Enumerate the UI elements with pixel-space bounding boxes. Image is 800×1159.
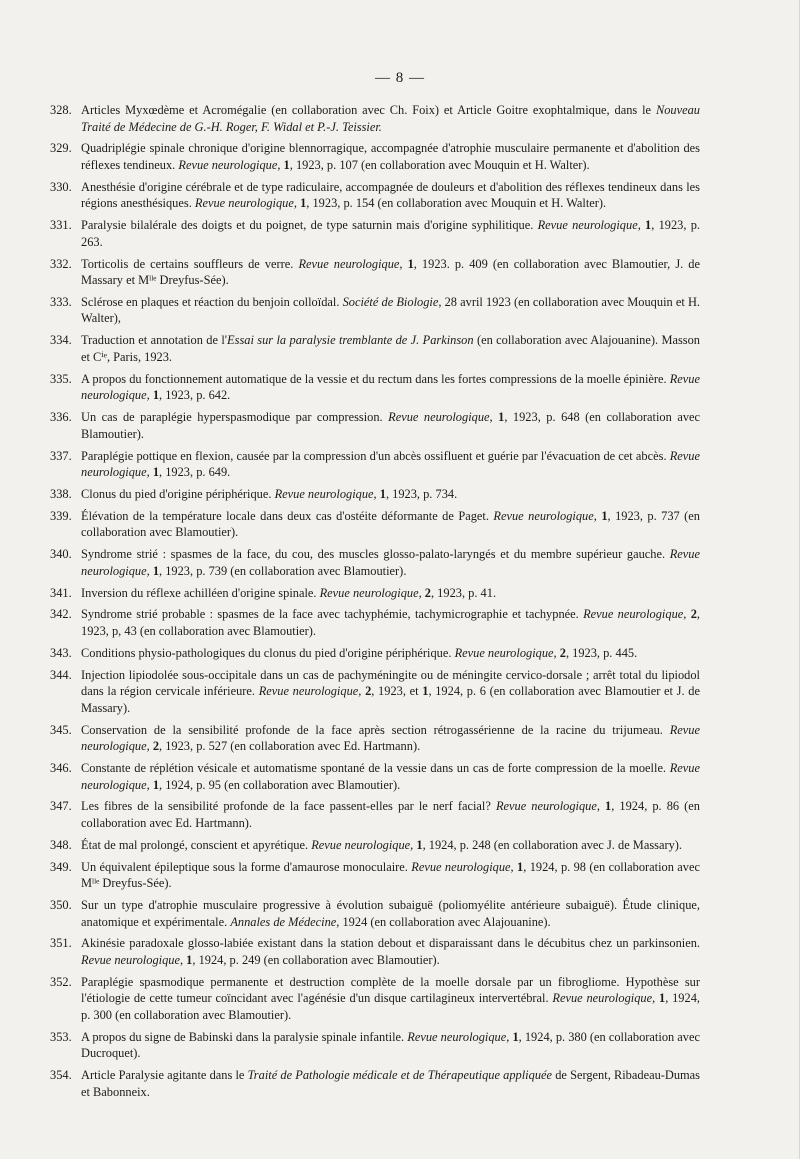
entry-number: 334. xyxy=(50,333,72,348)
entry-text xyxy=(81,607,700,638)
citation-journal: Revue neurologique, xyxy=(407,1029,513,1044)
bibliography-entry xyxy=(50,667,700,717)
entry-number: 348. xyxy=(50,837,72,852)
entry-number: 350. xyxy=(50,898,72,913)
citation-journal: Revue neurologique, xyxy=(298,256,408,271)
bibliography-entry xyxy=(50,722,700,755)
entry-text-segment: , 1923, p. 445. xyxy=(565,645,638,660)
entry-text-segment: Constante de réplétion vésicale et automatisme spontané de la vessie dans un cas de forte compression de la moelle. xyxy=(81,761,670,776)
entry-text-segment: Paralysie bilalérale des doigts et du poignet, de type saturnin mais d'origine syphilitique. xyxy=(81,218,538,233)
entry-text xyxy=(81,410,700,441)
citation-volume: 2 xyxy=(365,684,372,699)
entry-text-segment: , 1923, p. 154 (en collaboration avec Mouquin et H. Walter). xyxy=(306,196,607,211)
entry-text-segment: Sclérose en plaques et réaction du benjoin colloïdal. xyxy=(81,294,343,309)
entry-number: 336. xyxy=(50,410,72,425)
bibliography-entry xyxy=(50,798,700,831)
entry-text-segment: , 1924, p. 6 (en collaboration avec Blamoutier et J. de Massary). xyxy=(81,684,700,715)
entry-text-segment: Paraplégie spasmodique permanente et destruction complète de la moelle dorsale par un fibrogliome. Hypothèse sur l'étiologie de cette tumeur coïncidant avec l'agénésie d'un disque cartilagineux intervertébral. xyxy=(81,974,700,1006)
entry-number: 344. xyxy=(50,667,72,682)
entry-number: 354. xyxy=(50,1068,72,1083)
citation-journal: Revue neurologique, xyxy=(178,157,284,172)
entry-text-segment: , 1924, p. 249 (en collaboration avec Blamoutier). xyxy=(192,952,440,967)
citation-volume: 1 xyxy=(379,486,386,501)
entry-number: 338. xyxy=(50,486,72,501)
citation-volume: 1 xyxy=(601,508,608,523)
page-number: — 8 — xyxy=(375,70,425,86)
entry-text-segment: , 1923, p. 263. xyxy=(81,218,701,249)
citation-volume: 1 xyxy=(645,218,652,233)
entry-text-segment: , 1924, p. 380 (en collaboration avec Ducroquet). xyxy=(81,1029,701,1061)
entry-text-segment: , 1923, p. 649. xyxy=(159,465,231,480)
entry-text xyxy=(81,723,700,754)
citation-volume: 2 xyxy=(559,645,566,660)
entry-number: 337. xyxy=(50,448,72,463)
bibliography-entry xyxy=(50,217,700,250)
bibliography-entry xyxy=(50,179,700,212)
bibliography-entry xyxy=(50,508,700,541)
entry-text-segment: , 1924, p. 300 (en collaboration avec Blamoutier). xyxy=(81,991,700,1022)
bibliography-entry xyxy=(50,486,700,503)
citation-volume: 2 xyxy=(424,585,431,600)
bibliography-entry xyxy=(50,974,700,1024)
citation-volume: 2 xyxy=(690,607,697,622)
entry-text xyxy=(81,586,496,600)
entry-text-segment: de Sergent, Ribadeau-Dumas et Babonneix. xyxy=(81,1068,700,1099)
entry-number: 340. xyxy=(50,547,72,562)
entry-text xyxy=(81,449,700,480)
bibliography-entry xyxy=(50,935,700,968)
bibliography-entry xyxy=(50,140,700,173)
entry-text-segment: , 1923. p. 409 (en collaboration avec Blamoutier, J. de Massary et Mˡˡᵉ Dreyfus-Sée). xyxy=(81,256,701,288)
entry-text xyxy=(81,936,700,967)
citation-volume: 1 xyxy=(152,777,160,792)
entry-text-segment: Articles Myxœdème et Acromégalie (en collaboration avec Ch. Foix) et Article Goitre exophtalmique, dans le xyxy=(81,103,656,117)
citation-volume: 1 xyxy=(300,196,307,211)
entry-text-segment: A propos du signe de Babinski dans la paralysie spinale infantile. xyxy=(81,1029,408,1044)
citation-volume: 1 xyxy=(498,410,505,425)
entry-text-segment: , 1923, p. 739 (en collaboration avec Blamoutier). xyxy=(159,563,407,578)
entry-text-segment: Conservation de la sensibilité profonde de la face après section rétrogassérienne de la racine du trijumeau. xyxy=(81,722,670,737)
entry-text-segment: Syndrome strié : spasmes de la face, du cou, des muscles glosso-palato-laryngés et du membre supérieur gauche. xyxy=(81,547,670,562)
citation-journal: Revue neurologique, xyxy=(495,799,606,814)
citation-journal: Revue neurologique, xyxy=(319,585,425,600)
bibliography-entry xyxy=(50,897,700,930)
bibliography-entry xyxy=(50,606,700,639)
entry-text xyxy=(81,372,700,403)
entry-text-segment: Les fibres de la sensibilité profonde de la face passent-elles par le nerf facial? xyxy=(81,799,496,814)
entry-text-segment: , 1923, p, 43 (en collaboration avec Blamoutier). xyxy=(81,607,700,638)
citation-journal: Revue neurologique, xyxy=(258,684,366,699)
citation-journal: Revue neurologique, xyxy=(537,218,646,233)
bibliography-entry xyxy=(50,256,700,289)
entry-text-segment: Paraplégie pottique en flexion, causée par la compression d'un abcès ossifluent et guérie par l'évacuation de cet abcès. xyxy=(81,448,670,463)
entry-number: 335. xyxy=(50,371,72,386)
entry-text xyxy=(81,1068,700,1099)
citation-journal: Revue neurologique, xyxy=(81,371,700,403)
entry-text xyxy=(81,761,700,792)
citation-volume: 1 xyxy=(152,388,160,403)
citation-volume: 1 xyxy=(422,684,429,699)
citation-journal: Revue neurologique, xyxy=(388,410,499,425)
citation-journal: Nouveau Traité de Médecine de G.-H. Roger, F. Widal et P.-J. Teissier. xyxy=(81,103,700,134)
entry-text-segment: Inversion du réflexe achilléen d'origine spinale. xyxy=(81,585,320,600)
bibliography-entry xyxy=(50,294,700,327)
citation-journal: Revue neurologique, xyxy=(311,837,417,852)
entry-text-segment: Injection lipiodolée sous-occipitale dans un cas de pachyméningite ou de méningite cervico-dorsale ; arrêt total du lipiodol dans la région cervicale inférieure. xyxy=(81,667,700,699)
entry-number: 339. xyxy=(50,508,72,523)
entry-text-segment: (en collaboration avec Alajouanine). Masson et Cⁱᵉ, Paris, 1923. xyxy=(81,333,700,364)
citation-volume: 1 xyxy=(416,837,423,852)
entry-text-segment: , 1923, p. 642. xyxy=(159,388,231,403)
entry-text-segment: Sur un type d'atrophie musculaire progressive à évolution subaiguë (poliomyélite antérieure subaiguë). Étude clinique, anatomique et expérimentale. xyxy=(81,898,700,929)
entry-text xyxy=(81,1030,700,1061)
entry-text xyxy=(81,333,700,364)
citation-volume: 1 xyxy=(407,256,414,271)
entry-text-segment: , 1923, p. 648 (en collaboration avec Blamoutier). xyxy=(81,410,701,441)
bibliography-entry xyxy=(50,760,700,793)
bibliography-entry xyxy=(50,1029,700,1062)
entry-number: 328. xyxy=(50,103,72,117)
entry-text-segment: Un cas de paraplégie hyperspasmodique par compression. xyxy=(81,410,389,425)
bibliography-entry xyxy=(50,859,700,892)
entry-text-segment: Anesthésie d'origine cérébrale et de type radiculaire, accompagnée de douleurs et d'abolition des réflexes tendineux dans les régions anesthésiques. xyxy=(81,179,700,211)
entry-text xyxy=(81,295,700,326)
entry-text-segment: Torticolis de certains souffleurs de verre. xyxy=(81,256,299,271)
entry-text-segment: , 1923, p. 527 (en collaboration avec Ed. Hartmann). xyxy=(159,739,421,754)
entry-number: 342. xyxy=(50,607,72,622)
citation-volume: 1 xyxy=(283,157,290,172)
citation-journal: Revue neurologique, xyxy=(411,859,518,874)
entry-text-segment: Un équivalent épileptique sous la forme d'amaurose monoculaire. xyxy=(81,859,412,874)
entry-text-segment: Clonus du pied d'origine périphérique. xyxy=(81,486,275,501)
citation-journal: Revue neurologique, xyxy=(81,761,700,792)
entry-text xyxy=(81,838,682,852)
entry-text xyxy=(81,898,700,929)
entry-number: 333. xyxy=(50,294,72,309)
entry-text-segment: Élévation de la température locale dans deux cas d'ostéite déformante de Paget. xyxy=(81,508,494,523)
citation-journal: Essai sur la paralysie tremblante de J. Parkinson xyxy=(227,333,474,348)
bibliography-entry xyxy=(50,837,700,854)
entry-text-segment: Conditions physio-pathologiques du clonus du pied d'origine périphérique. xyxy=(81,645,455,660)
citation-journal: Revue neurologique, xyxy=(81,952,187,967)
entry-number: 330. xyxy=(50,179,72,194)
entry-text-segment: , 1923, p. 737 (en collaboration avec Blamoutier). xyxy=(81,508,700,540)
bibliography-entry xyxy=(50,102,700,135)
bibliography-entry xyxy=(50,332,700,365)
entry-number: 351. xyxy=(50,936,72,951)
entry-text xyxy=(81,180,700,211)
citation-journal: Revue neurologique, xyxy=(274,486,380,501)
entry-text-segment: , 1923, et xyxy=(371,684,423,699)
entry-text xyxy=(81,509,700,540)
citation-volume: 1 xyxy=(517,859,524,874)
entry-number: 341. xyxy=(50,585,72,600)
entry-number: 346. xyxy=(50,761,72,776)
bibliography-entry xyxy=(50,409,700,442)
citation-journal: Revue neurologique, xyxy=(493,508,602,523)
entry-text-segment: État de mal prolongé, conscient et apyrétique. xyxy=(81,837,312,852)
entry-number: 345. xyxy=(50,722,72,737)
citation-journal: Revue neurologique, xyxy=(454,645,560,660)
entry-number: 343. xyxy=(50,645,72,660)
entry-text xyxy=(81,103,700,134)
entry-text xyxy=(81,975,700,1022)
entry-text-segment: , 1924, p. 248 (en collaboration avec J. de Massary). xyxy=(422,837,683,852)
entry-number: 349. xyxy=(50,859,72,874)
entry-text xyxy=(81,218,700,249)
citation-journal: Revue neurologique, xyxy=(81,722,700,754)
citation-journal: Revue neurologique, xyxy=(552,991,659,1006)
entry-text-segment: , 1924 (en collaboration avec Alajouanine). xyxy=(336,914,551,929)
entry-text-segment: Article Paralysie agitante dans le xyxy=(81,1068,248,1083)
entry-text xyxy=(81,646,637,660)
entry-text-segment: , 1924, p. 95 (en collaboration avec Blamoutier). xyxy=(159,777,401,792)
entry-text-segment: , 1924, p. 86 (en collaboration avec Ed. Hartmann). xyxy=(81,799,700,830)
citation-journal: Revue neurologique, xyxy=(81,547,700,578)
entry-text-segment: , 1924, p. 98 (en collaboration avec Mˡˡᵉ Dreyfus-Sée). xyxy=(81,859,701,891)
citation-volume: 1 xyxy=(152,563,160,578)
entry-number: 347. xyxy=(50,799,72,814)
bibliography-list xyxy=(50,102,700,1106)
entry-text-segment: Quadriplégie spinale chronique d'origine blennorragique, accompagnée d'atrophie musculaire permanente et d'abolition des réflexes tendineux. xyxy=(81,141,700,172)
citation-journal: Annales de Médecine xyxy=(230,914,337,929)
entry-text xyxy=(81,799,700,830)
bibliography-entry xyxy=(50,645,700,662)
entry-text-segment: , 1923, p. 107 (en collaboration avec Mouquin et H. Walter). xyxy=(289,157,590,172)
bibliography-entry xyxy=(50,585,700,602)
entry-text-segment: , 1923, p. 41. xyxy=(430,585,497,600)
citation-journal: Revue neurologique, xyxy=(81,448,700,480)
entry-text-segment: , 1923, p. 734. xyxy=(385,486,458,501)
entry-text-segment: Syndrome strié probable : spasmes de la face avec tachyphémie, tachymicrographie et tachypnée. xyxy=(81,607,584,622)
citation-volume: 1 xyxy=(512,1029,519,1044)
entry-number: 332. xyxy=(50,256,72,271)
citation-journal: Traité de Pathologie médicale et de Thérapeutique appliquée xyxy=(247,1068,553,1083)
entry-text-segment: , 28 avril 1923 (en collaboration avec Mouquin et H. Walter), xyxy=(81,294,701,326)
citation-volume: 1 xyxy=(152,465,160,480)
bibliography-entry xyxy=(50,546,700,579)
bibliography-entry xyxy=(50,371,700,404)
entry-text xyxy=(81,668,700,715)
citation-volume: 1 xyxy=(659,991,666,1006)
entry-text-segment: Akinésie paradoxale glosso-labiée existant dans la station debout et disparaissant dans le décubitus chez un parkinsonien. xyxy=(81,936,700,951)
entry-text xyxy=(81,487,457,501)
citation-journal: Revue neurologique, xyxy=(194,196,301,211)
citation-journal: Société de Biologie xyxy=(342,294,439,309)
bibliography-entry xyxy=(50,448,700,481)
entry-text xyxy=(81,141,700,172)
entry-text xyxy=(81,547,700,578)
bibliography-entry xyxy=(50,1067,700,1100)
entry-number: 331. xyxy=(50,218,72,233)
citation-volume: 1 xyxy=(186,952,193,967)
entry-text-segment: A propos du fonctionnement automatique de la vessie et du rectum dans les fortes compressions de la moelle épinière. xyxy=(81,371,670,386)
entry-number: 329. xyxy=(50,141,72,156)
entry-text xyxy=(81,257,700,288)
entry-text xyxy=(81,860,700,891)
entry-number: 352. xyxy=(50,974,72,989)
entry-number: 353. xyxy=(50,1029,72,1044)
citation-volume: 2 xyxy=(152,739,160,754)
entry-text-segment: Traduction et annotation de l' xyxy=(81,333,228,348)
citation-journal: Revue neurologique, xyxy=(583,607,691,622)
citation-volume: 1 xyxy=(605,799,612,814)
